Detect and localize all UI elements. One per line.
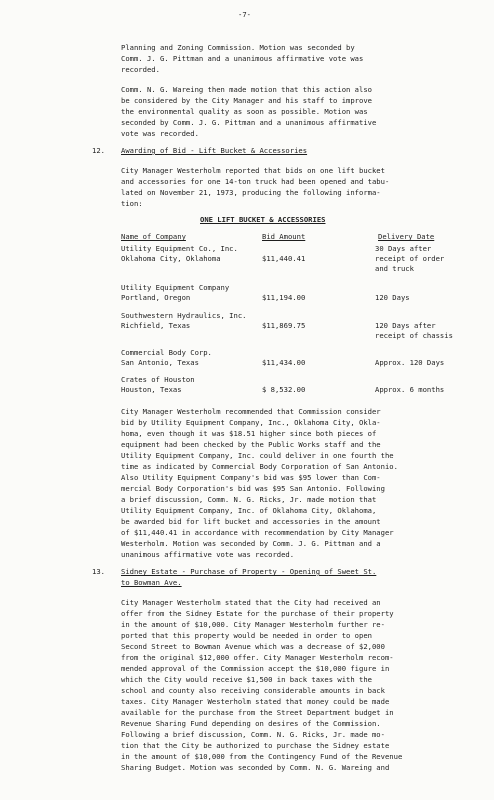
paragraph-line: lated on November 21, 1973, producing the following informa- [121,188,381,197]
table-cell-amount: $11,869.75 [262,321,306,330]
paragraph-line: in the amount of $10,000. City Manager Westerholm further re- [121,620,385,629]
intro-line: Comm. J. G. Pittman and a unanimous affirmative vote was [121,54,364,63]
table-cell-amount: $ 8,532.00 [262,385,306,394]
paragraph-line: offer from the Sidney Estate for the purchase of their property [121,609,394,618]
paragraph-line: taxes. City Manager Westerholm stated that money could be made [121,697,390,706]
column-header-delivery: Delivery Date [378,232,435,241]
page-number: -7- [238,10,251,19]
paragraph-line: City Manager Westerholm recommended that Commission consider [121,407,381,416]
intro-line: recorded. [121,65,160,74]
table-cell-delivery: receipt of order [375,254,445,263]
paragraph-line: which the City would receive $1,500 in back taxes with the [121,675,372,684]
paragraph-line: unanimous affirmative vote was recorded. [121,550,295,559]
item-title: Sidney Estate - Purchase of Property - Opening of Sweet St. [121,567,377,576]
table-title: ONE LIFT BUCKET & ACCESSORIES [200,215,326,224]
paragraph-line: tion that the City be authorized to purchase the Sidney estate [121,741,390,750]
table-cell-city: Richfield, Texas [121,321,191,330]
paragraph-line: mended approval of the Commission accept the $10,000 figure in [121,664,390,673]
paragraph-line: City Manager Westerholm reported that bids on one lift bucket [121,166,385,175]
table-cell-company: Southwestern Hydraulics, Inc. [121,311,247,320]
paragraph-line: Second Street to Bowman Avenue which was a decrease of $2,000 [121,642,385,651]
paragraph-line: vote was recorded. [121,129,199,138]
paragraph-line: Westerholm. Motion was seconded by Comm. J. G. Pittman and a [121,539,381,548]
table-cell-city: Oklahoma City, Oklahoma [121,254,221,263]
table-cell-delivery: and truck [375,264,414,273]
paragraph-line: in the amount of $10,000 from the Contingency Fund of the Revenue [121,752,403,761]
paragraph-line: mercial Body Corporation's bid was $95 San Antonio. Following [121,484,385,493]
paragraph-line: homa, even though it was $18.51 higher since both pieces of [121,429,377,438]
table-cell-company: Utility Equipment Company [121,283,230,292]
paragraph-line: ported that this property would be needed in order to open [121,631,372,640]
table-cell-delivery: Approx. 6 months [375,385,445,394]
paragraph-line: and accessories for one 14-ton truck had been opened and tabu- [121,177,390,186]
table-cell-city: San Antonio, Texas [121,358,199,367]
column-header-company: Name of Company [121,232,186,241]
paragraph-line: equipment had been checked by the Public Works staff and the [121,440,381,449]
table-cell-delivery: 120 Days after [375,321,436,330]
paragraph-line: bid by Utility Equipment Company, Inc., Oklahoma City, Okla- [121,418,381,427]
paragraph-line: be considered by the City Manager and his staff to improve [121,96,372,105]
table-cell-amount: $11,194.00 [262,293,306,302]
item-number: 13. [92,567,105,576]
table-cell-city: Houston, Texas [121,385,182,394]
paragraph-line: available for the purchase from the Street Department budget in [121,708,394,717]
table-cell-company: Utility Equipment Co., Inc. [121,244,238,253]
paragraph-line: the environmental quality as soon as possible. Motion was [121,107,368,116]
paragraph-line: Revenue Sharing Fund depending on desires of the Commission. [121,719,381,728]
item-title: Awarding of Bid - Lift Bucket & Accessories [121,146,308,155]
table-cell-amount: $11,440.41 [262,254,306,263]
item-title: to Bowman Ave. [121,578,182,587]
paragraph-line: Utility Equipment Company, Inc. could deliver in one fourth the [121,451,394,460]
table-cell-company: Commercial Body Corp. [121,348,212,357]
table-cell-delivery: Approx. 120 Days [375,358,445,367]
paragraph-line: Sharing Budget. Motion was seconded by Comm. N. G. Wareing and [121,763,390,772]
paragraph-line: seconded by Comm. J. G. Pittman and a unanimous affirmative [121,118,377,127]
paragraph-line: be awarded bid for lift bucket and accessories in the amount [121,517,381,526]
paragraph-line: a brief discussion, Comm. N. G. Ricks, Jr. made motion that [121,495,377,504]
paragraph-line: from the original $12,000 offer. City Manager Westerholm recom- [121,653,394,662]
table-cell-company: Crates of Houston [121,375,195,384]
paragraph-line: Utility Equipment Company, Inc. of Oklahoma City, Oklahoma, [121,506,377,515]
table-cell-delivery: 120 Days [375,293,410,302]
paragraph-line: City Manager Westerholm stated that the City had received an [121,598,381,607]
intro-line: Planning and Zoning Commission. Motion was seconded by [121,43,355,52]
paragraph-line: of $11,440.41 in accordance with recommendation by City Manager [121,528,394,537]
paragraph-line: tion: [121,199,143,208]
paragraph-line: Following a brief discussion, Comm. N. G. Ricks, Jr. made mo- [121,730,385,739]
paragraph-line: Also Utility Equipment Company's bid was $95 lower than Com- [121,473,381,482]
column-header-amount: Bid Amount [262,232,306,241]
table-cell-delivery: receipt of chassis [375,331,453,340]
table-cell-city: Portland, Oregon [121,293,191,302]
table-cell-delivery: 30 Days after [375,244,432,253]
paragraph-line: school and county also receiving considerable amounts in back [121,686,385,695]
paragraph-line: Comm. N. G. Wareing then made motion that this action also [121,85,372,94]
item-number: 12. [92,146,105,155]
paragraph-line: time as indicated by Commercial Body Corporation of San Antonio. [121,462,398,471]
table-cell-amount: $11,434.00 [262,358,306,367]
